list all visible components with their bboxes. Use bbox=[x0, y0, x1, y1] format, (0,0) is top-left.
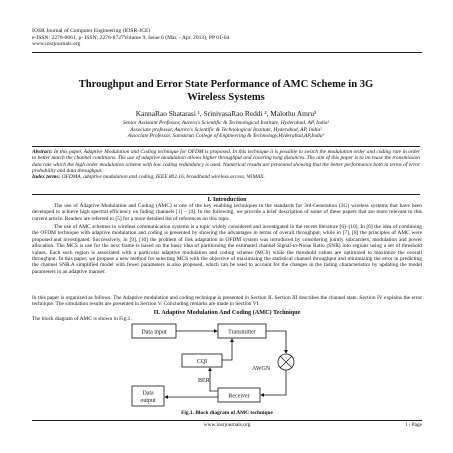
journal-issn: e-ISSN: 2278-0661, p- ISSN: 2278-8727Volume 9, Issue 6 (Mar. - Apr. 2013), PP 01-04 bbox=[32, 34, 230, 41]
section-2-heading: II. Adaptive Modulation And Coding (AMC) Technique bbox=[153, 309, 301, 316]
data-output-label-2: output bbox=[140, 398, 156, 404]
ber-feedback-arrow bbox=[210, 368, 218, 391]
intro-heading: I. Introduction bbox=[207, 196, 247, 203]
intro-paragraph-1: The use of Adaptive Modulation and Coding (AMC) is one of the key enabling techniques in the standards for 3rd-Generation (3G) wireless systems that have been developed to achieve high spectral efficiency on fading channels [1] – [4]. In the following, we provide a brief description of some of these papers that are more relevant to this current article. Readers are referred to [5] for a more detailed list of references on this topic. bbox=[32, 203, 422, 222]
footer-rule bbox=[32, 420, 422, 421]
paper-authors: KannaRao Shatarasi ¹, SrinivasaRao Reddi ², Malothu Amru³ bbox=[135, 109, 317, 118]
cqi-label: CQI bbox=[196, 359, 208, 365]
intro-paragraph-2: The use of AMC schemes in wireless communication systems is a topic widely considered and investigated in the recent literature [6]–[10]. In [6] the idea of combining the OFDM technique with adaptive modulation and coding is presented by showing the advantages in terms of overall throughput, while in [7], [8] the principles of AMC were proposed and investigated. Successively, in [9], [10] the problem of link adaptation in OFDM system was introduced by considering jointly subcarriers, modulation and power allocation. The MCS is use for the next frame is based on the basic idea of partitioning the estimated channel Signal-to-Noise Ratio (SNR) into regions using a set of threshold values. Each such region is associated with a particular adaptive modulation and coding scheme (MCS) while the threshold values are optimized to maximize the overall throughput. In this paper, we propose a new method for selecting MCS with the objective of maximizing the statistical channel throughput and minimizing the error in predicting the channel SNR.A simplified model with fewer parameters is also proposed, which can be used to account for the changes in the fading characteristics by updating the model parameters in an adaptive manner. bbox=[32, 224, 422, 275]
index-terms-text: OFDMA, adaptive modulation and coding, IEEE 802.16, broadband wireless access, WiMAX. bbox=[61, 174, 265, 181]
cqi-to-transmitter-arrow bbox=[222, 339, 232, 360]
page-number: 1 | Page bbox=[405, 422, 422, 428]
footer-site: www.iosrjournals.org bbox=[203, 422, 251, 428]
data-output-label-1: Data bbox=[142, 390, 154, 397]
abstract-section bbox=[32, 146, 420, 195]
transmitter-label: Transmitter bbox=[228, 329, 256, 336]
intro-paragraph-3: In this paper is organized as follows. The Adaptive modulation and coding technique is presented in Section II. Section III describes the channel state. Section IV explains the error technique. The simulation results are presented in Section V. Concluding remarks are made in Section VI. bbox=[32, 295, 422, 308]
title-line-2: Wireless Systems bbox=[187, 91, 265, 103]
paper-title bbox=[40, 79, 412, 104]
receiver-label: Receiver bbox=[228, 393, 250, 400]
journal-header bbox=[32, 28, 422, 48]
author-affiliations bbox=[40, 120, 412, 140]
section-2-text: The block diagram of AMC is shown in Fig.1. bbox=[32, 316, 132, 322]
abstract-label: Abstract: bbox=[32, 149, 53, 155]
index-terms-label: Index terms: bbox=[32, 174, 61, 181]
title-line-1: Throughput and Error State Performance of AMC Scheme in 3G bbox=[78, 79, 374, 90]
data-input-label: Data input bbox=[141, 329, 167, 336]
affiliation-3: Associate Professor, Samskruti College of Engineering & Technology,Hyderabad,AP,India³ bbox=[127, 133, 325, 140]
figure-caption: Fig.1. Block diagram of AMC technique bbox=[181, 410, 273, 416]
header-rule bbox=[32, 52, 422, 53]
affiliation-1: Senior Assistant Professor, Aurora's Scientific & Technological Institute, Hyderabad, AP, India¹ bbox=[122, 120, 330, 126]
journal-name: IOSR Journal of Computer Engineering (IOSR-JCE) bbox=[32, 28, 151, 34]
transmitter-to-channel-arrow bbox=[266, 331, 286, 353]
awgn-label: AWGN bbox=[252, 366, 271, 372]
amc-block-diagram bbox=[112, 318, 342, 410]
abstract-text: In this paper, Adaptive Modulation and Coding technique for OFDM is proposed. In this technique it is possible to switch the modulation order and coding rate in order to better match the channel conditions. The use of adaptive modulation allows higher throughput and covering long distances. The aim of this paper is to increase the transmission data rate which the high order modulation scheme with low coding redundancy is used. Numerical results are presented showing that the better performance both in terms of error probability and data throughput. bbox=[32, 149, 420, 174]
ber-label: BER bbox=[198, 378, 210, 384]
journal-site: www.iosrjournals.org bbox=[32, 41, 81, 48]
affiliation-2: Associate professor, Aurora's Scientific & Technological Institute, Hyderabad, AP, India² bbox=[130, 126, 322, 133]
channel-to-receiver-arrow bbox=[261, 370, 286, 395]
amc-diagram-svg bbox=[112, 318, 342, 410]
